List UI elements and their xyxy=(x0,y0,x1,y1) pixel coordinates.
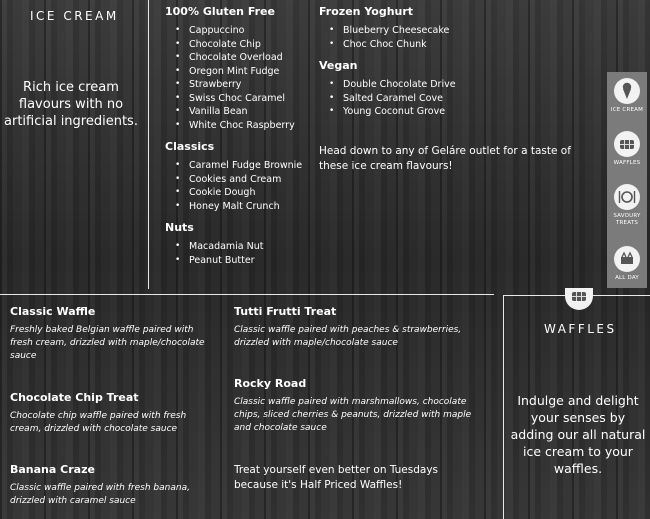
classics-group xyxy=(165,140,315,213)
list-item: • Young Coconut Grove xyxy=(329,105,489,119)
waffles-top-divider xyxy=(0,294,494,295)
nav-label: WAFFLES xyxy=(613,160,641,166)
ice-cream-outlet-note: Head down to any of Geláre outlet for a taste of these ice cream flavours! xyxy=(319,145,571,172)
waffles-intro: Indulge and delight your senses by adding our all natural ice cream to your waffles. xyxy=(510,393,646,476)
waffles-box-left-border xyxy=(503,295,504,519)
waffle-description: Classic waffle paired with fresh banana, drizzled with caramel sauce xyxy=(10,483,190,506)
waffle-item-banana-craze xyxy=(10,463,210,508)
ice-cream-intro: Rich ice cream flavours with no artificial ingredients. xyxy=(4,80,138,129)
waffle-badge-icon xyxy=(565,288,593,310)
nav-label: ICE CREAM xyxy=(610,107,644,113)
fork-knife-plate-icon xyxy=(614,184,640,210)
nav-item-savoury-treats[interactable] xyxy=(607,184,647,227)
list-item: • Caramel Fudge Brownie xyxy=(175,159,315,173)
waffle-name: Tutti Frutti Treat xyxy=(234,305,337,318)
vegan-list xyxy=(319,78,489,119)
gluten-free-list xyxy=(165,24,315,132)
vegan-group xyxy=(319,59,489,119)
list-item: • Choc Choc Chunk xyxy=(329,38,489,52)
waffle-item-tutti-frutti xyxy=(234,305,474,350)
gluten-free-group xyxy=(165,5,315,132)
list-item: • Double Chocolate Drive xyxy=(329,78,489,92)
ice-cream-divider xyxy=(148,0,149,289)
list-item: • Vanilla Bean xyxy=(175,105,315,119)
waffle-item-classic xyxy=(10,305,210,363)
list-item: • Oregon Mint Fudge xyxy=(175,65,315,79)
ice-cream-section-title: ICE CREAM xyxy=(30,9,119,23)
list-item: • Chocolate Overload xyxy=(175,51,315,65)
ice-cream-cone-icon xyxy=(614,78,640,104)
nuts-list xyxy=(165,240,315,267)
list-item: • Macadamia Nut xyxy=(175,240,315,254)
vegan-heading: Vegan xyxy=(319,59,358,72)
nav-item-waffles[interactable] xyxy=(607,131,647,167)
waffle-name: Banana Craze xyxy=(10,463,95,476)
list-item: • Cookies and Cream xyxy=(175,173,315,187)
list-item: • Chocolate Chip xyxy=(175,38,315,52)
waffles-section-title: WAFFLES xyxy=(544,322,617,336)
list-item: • Salted Caramel Cove xyxy=(329,92,489,106)
classics-heading: Classics xyxy=(165,140,215,153)
list-item: • Blueberry Cheesecake xyxy=(329,24,489,38)
waffle-name: Chocolate Chip Treat xyxy=(10,391,139,404)
nuts-group xyxy=(165,221,315,267)
waffle-description: Freshly baked Belgian waffle paired with fresh cream, drizzled with maple/chocolate sauce xyxy=(10,325,205,361)
nav-label: ALL DAY xyxy=(615,275,639,281)
gluten-free-heading: 100% Gluten Free xyxy=(165,5,275,18)
list-item: • Honey Malt Crunch xyxy=(175,200,315,214)
waffle-item-chocolate-chip xyxy=(10,391,210,436)
side-nav xyxy=(607,72,647,288)
waffle-name: Classic Waffle xyxy=(10,305,96,318)
waffle-description: Classic waffle paired with peaches & strawberries, drizzled with maple/chocolate sauce xyxy=(234,325,462,348)
list-item: • Strawberry xyxy=(175,78,315,92)
nav-item-ice-cream[interactable] xyxy=(607,78,647,114)
nav-label: SAVOURY TREATS xyxy=(613,213,641,226)
waffle-name: Rocky Road xyxy=(234,377,307,390)
waffle-item-rocky-road xyxy=(234,377,474,435)
frozen-yoghurt-group xyxy=(319,5,489,51)
list-item: • Cookie Dough xyxy=(175,186,315,200)
frozen-yoghurt-heading: Frozen Yoghurt xyxy=(319,5,414,18)
nav-item-all-day[interactable] xyxy=(607,246,647,282)
classics-list xyxy=(165,159,315,213)
waffle-description: Classic waffle paired with marshmallows, chocolate chips, sliced cherries & peanuts, drizzled with maple and chocolate sauce xyxy=(234,397,472,433)
list-item: • Swiss Choc Caramel xyxy=(175,92,315,106)
list-item: • Cappuccino xyxy=(175,24,315,38)
list-item: • Peanut Butter xyxy=(175,254,315,268)
waffle-description: Chocolate chip waffle paired with fresh cream, drizzled with chocolate sauce xyxy=(10,411,187,434)
nuts-heading: Nuts xyxy=(165,221,194,234)
waffles-tuesday-note: Treat yourself even better on Tuesdays because it's Half Priced Waffles! xyxy=(234,464,439,491)
list-item: • White Choc Raspberry xyxy=(175,119,315,133)
frozen-yoghurt-list xyxy=(319,24,489,51)
waffle-icon xyxy=(614,131,640,157)
all-day-icon xyxy=(614,246,640,272)
